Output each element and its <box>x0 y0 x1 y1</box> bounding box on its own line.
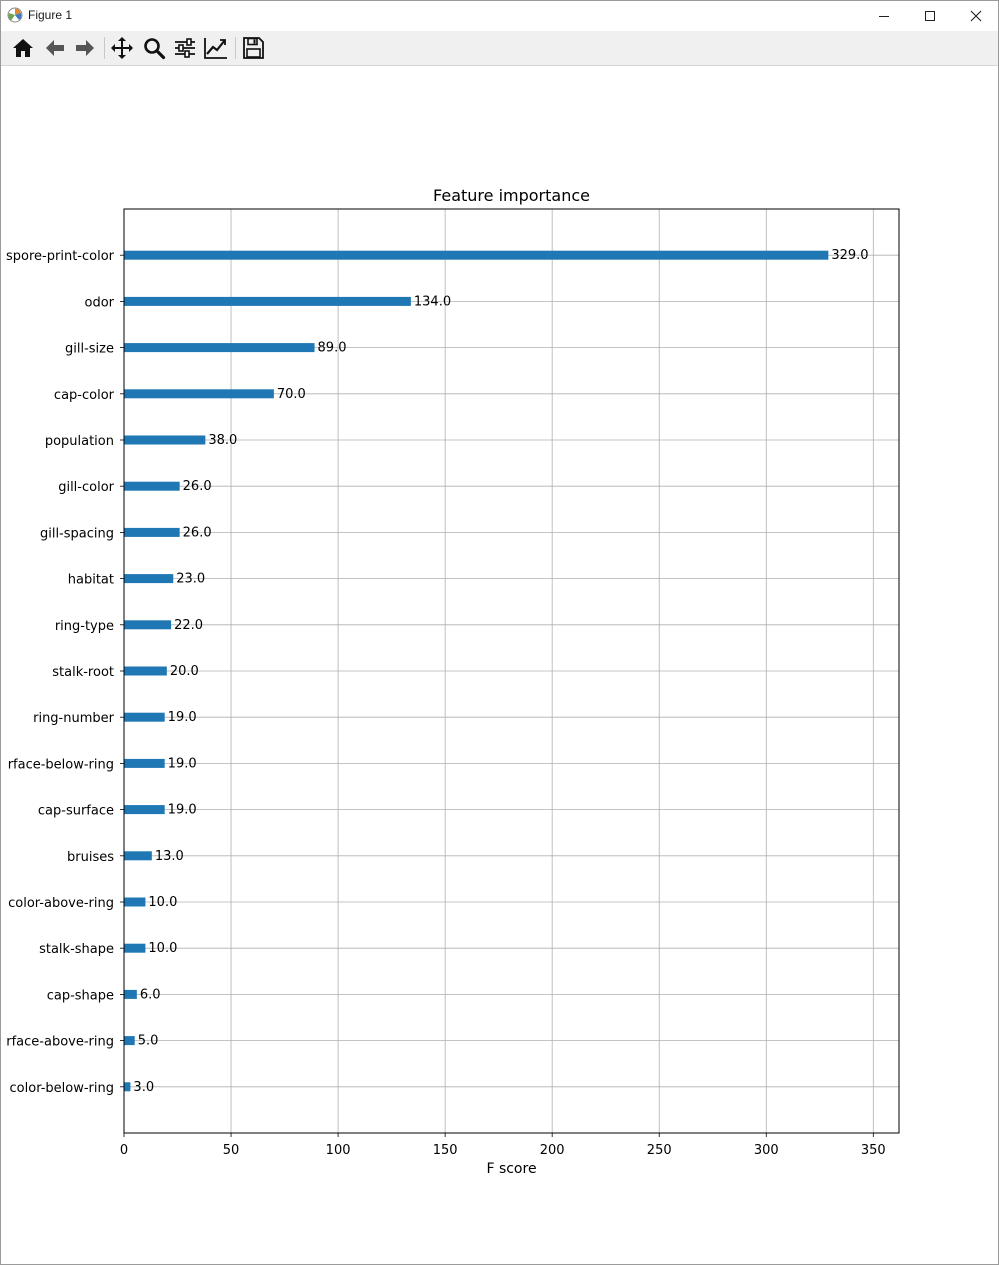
value-label: 6.0 <box>139 987 161 1003</box>
bar <box>124 944 145 953</box>
category-label: ring-number <box>33 711 114 727</box>
bar <box>124 620 171 629</box>
bar <box>124 759 165 768</box>
value-label: 26.0 <box>182 479 212 495</box>
category-label: color-above-ring <box>8 896 114 911</box>
category-label: rface-below-ring <box>7 757 114 773</box>
bar <box>124 1036 135 1045</box>
close-button[interactable] <box>953 1 999 30</box>
x-tick-label: 100 <box>325 1143 351 1158</box>
category-label: stalk-shape <box>39 942 114 958</box>
bar <box>124 851 152 860</box>
move-icon <box>110 36 134 60</box>
value-label: 10.0 <box>148 895 178 910</box>
value-label: 3.0 <box>133 1079 155 1095</box>
bar <box>124 436 205 445</box>
line-chart-icon <box>203 36 229 60</box>
value-label: 26.0 <box>182 525 212 541</box>
value-label: 38.0 <box>208 433 238 448</box>
arrow-left-icon <box>43 36 67 60</box>
value-label: 13.0 <box>154 848 184 864</box>
bar <box>124 990 137 999</box>
x-tick-label: 300 <box>753 1143 779 1158</box>
floppy-disk-icon <box>241 36 265 60</box>
maximize-button[interactable] <box>907 1 953 30</box>
edit-axes-button[interactable] <box>202 34 230 62</box>
bar <box>124 713 165 722</box>
pan-button[interactable] <box>108 34 136 62</box>
save-button[interactable] <box>239 34 267 62</box>
sliders-icon <box>173 36 197 60</box>
x-tick-label: 200 <box>539 1143 565 1158</box>
value-label: 329.0 <box>831 248 869 264</box>
bar <box>124 528 180 537</box>
category-label: cap-shape <box>46 988 114 1004</box>
home-icon <box>11 36 35 60</box>
x-tick-label: 50 <box>222 1143 240 1158</box>
value-label: 23.0 <box>176 571 206 587</box>
category-label: stalk-root <box>52 665 114 680</box>
home-button[interactable] <box>9 34 37 62</box>
value-label: 19.0 <box>167 756 197 772</box>
bar <box>124 297 411 306</box>
category-label: rface-above-ring <box>6 1034 114 1050</box>
arrow-right-icon <box>73 36 97 60</box>
category-label: cap-surface <box>37 803 114 819</box>
value-label: 20.0 <box>169 664 199 679</box>
category-label: odor <box>84 295 114 311</box>
window-title: Figure 1 <box>28 8 73 22</box>
category-label: gill-color <box>58 480 114 496</box>
x-axis-label: F score <box>486 1161 537 1177</box>
value-label: 5.0 <box>137 1033 159 1049</box>
bar <box>124 343 315 352</box>
value-label: 10.0 <box>148 941 178 957</box>
close-icon <box>970 10 982 22</box>
value-label: 70.0 <box>276 386 306 402</box>
category-label: bruises <box>67 849 114 865</box>
value-label: 19.0 <box>167 802 197 818</box>
zoom-button[interactable] <box>140 34 168 62</box>
back-button[interactable] <box>41 34 69 62</box>
category-label: population <box>44 434 114 449</box>
value-label: 89.0 <box>317 340 347 356</box>
maximize-icon <box>924 10 936 22</box>
forward-button[interactable] <box>71 34 99 62</box>
title-bar <box>1 1 998 30</box>
x-tick-label: 150 <box>432 1143 458 1158</box>
category-label: habitat <box>67 572 114 588</box>
category-label: spore-print-color <box>6 249 114 265</box>
x-tick-label: 350 <box>860 1143 886 1158</box>
bar <box>124 482 180 491</box>
chart-title: Feature importance <box>433 186 590 205</box>
value-label: 19.0 <box>167 710 197 726</box>
bar <box>124 667 167 676</box>
category-label: ring-type <box>54 618 114 634</box>
x-tick-label: 250 <box>646 1143 672 1158</box>
bar <box>124 898 145 907</box>
bar <box>124 1082 130 1091</box>
category-label: cap-color <box>53 387 114 403</box>
bar <box>124 251 828 260</box>
matplotlib-icon <box>7 7 23 23</box>
category-label: color-below-ring <box>9 1080 114 1096</box>
category-label: gill-size <box>65 341 114 357</box>
value-label: 134.0 <box>413 294 452 310</box>
subplots-button[interactable] <box>171 34 199 62</box>
navigation-toolbar <box>1 31 998 66</box>
bar <box>124 389 274 398</box>
x-tick-label: 0 <box>119 1143 129 1158</box>
feature-importance-chart <box>1 66 998 1264</box>
magnifier-icon <box>142 36 166 60</box>
bar <box>124 805 165 814</box>
minimize-button[interactable] <box>861 1 907 30</box>
bar <box>124 574 173 583</box>
figure-canvas[interactable] <box>1 66 998 1264</box>
category-label: gill-spacing <box>39 526 114 542</box>
minimize-icon <box>878 10 890 22</box>
value-label: 22.0 <box>174 617 204 633</box>
